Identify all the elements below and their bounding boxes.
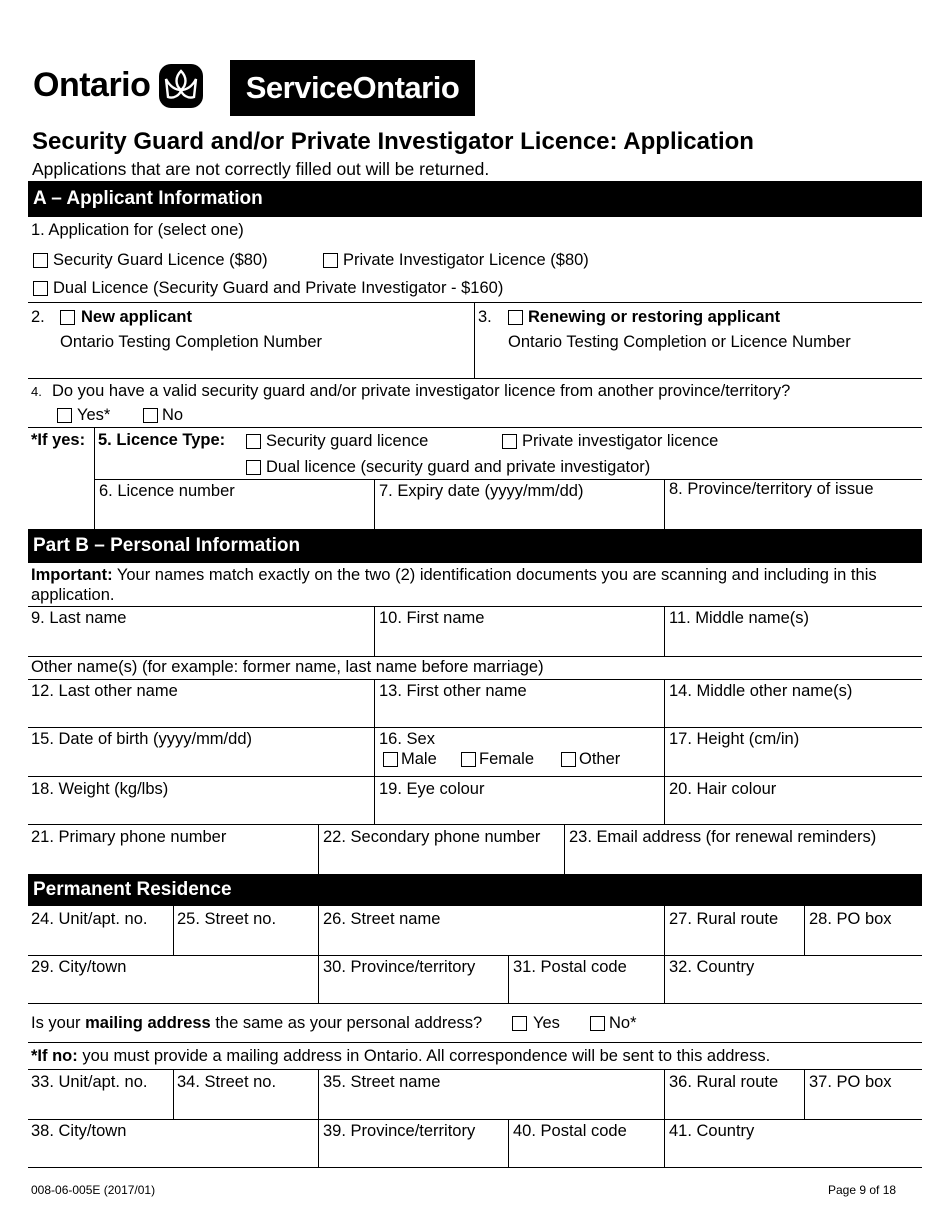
renewal-number-label: Ontario Testing Completion or Licence Number [508, 333, 851, 351]
middle-other-name-label: 14. Middle other name(s) [669, 682, 853, 700]
mail-street-no-label: 34. Street no. [177, 1073, 277, 1091]
primary-phone-label: 21. Primary phone number [31, 828, 227, 846]
postal-code-label: 31. Postal code [513, 958, 627, 976]
new-applicant-number-field[interactable] [60, 354, 470, 376]
weight-label: 18. Weight (kg/lbs) [31, 780, 169, 798]
mailing-no-label: No* [609, 1014, 637, 1032]
eye-colour-label: 19. Eye colour [379, 780, 485, 798]
security-guard-checkbox[interactable] [33, 253, 48, 268]
street-name-label: 26. Street name [323, 910, 441, 928]
divider [28, 606, 922, 607]
province-of-issue-label: 8. Province/territory of issue [669, 480, 874, 498]
divider [28, 727, 922, 728]
secondary-phone-label: 22. Secondary phone number [323, 828, 541, 846]
sex-male-label: Male [401, 750, 437, 768]
province-label: 30. Province/territory [323, 958, 476, 976]
divider [474, 302, 475, 378]
type-dual-label: Dual licence (security guard and private investigator) [266, 458, 651, 476]
divider [28, 302, 922, 303]
divider [28, 824, 922, 825]
other-licence-no-checkbox[interactable] [143, 408, 158, 423]
divider [28, 679, 922, 680]
divider [664, 1069, 665, 1167]
divider [804, 906, 805, 955]
divider [664, 479, 665, 529]
if-no-note [31, 1046, 770, 1066]
divider [508, 1119, 509, 1167]
important-text: Your names match exactly on the two (2) identification documents you are scanning and including in this [112, 566, 877, 584]
mail-country-label: 41. Country [669, 1122, 755, 1140]
country-label: 32. Country [669, 958, 755, 976]
dual-licence-checkbox[interactable] [33, 281, 48, 296]
type-security-guard-label: Security guard licence [266, 432, 429, 450]
other-licence-yes-checkbox[interactable] [57, 408, 72, 423]
sex-male-checkbox[interactable] [383, 752, 398, 767]
form-number: 008-06-005E (2017/01) [31, 1183, 156, 1197]
q4-number: 4. [31, 384, 42, 399]
divider [28, 378, 922, 379]
other-names-label: Other name(s) (for example: former name, last name before marriage) [31, 658, 544, 676]
section-b-header: Part B – Personal Information [28, 529, 922, 563]
mailing-no-checkbox[interactable] [590, 1016, 605, 1031]
new-applicant-label: New applicant [81, 308, 192, 326]
serviceontario-logo: ServiceOntario [230, 60, 475, 116]
q2-number: 2. [31, 308, 45, 326]
new-applicant-checkbox[interactable] [60, 310, 75, 325]
mail-unit-label: 33. Unit/apt. no. [31, 1073, 148, 1091]
mailing-question-pre: Is your [31, 1014, 86, 1032]
mail-province-label: 39. Province/territory [323, 1122, 476, 1140]
divider [318, 824, 319, 874]
if-yes-label: *If yes: [31, 431, 86, 449]
mailing-question [31, 1013, 482, 1033]
divider [28, 1003, 922, 1004]
if-no-label: *If no: [31, 1047, 78, 1065]
important-note-cont: application. [31, 586, 115, 604]
type-dual-checkbox[interactable] [246, 460, 261, 475]
expiry-date-label: 7. Expiry date (yyyy/mm/dd) [379, 482, 584, 500]
licence-number-label: 6. Licence number [99, 482, 235, 500]
page-title: Security Guard and/or Private Investigator Licence: Application [32, 128, 754, 155]
divider [173, 1069, 174, 1119]
testing-number-label: Ontario Testing Completion Number [60, 333, 322, 351]
height-label: 17. Height (cm/in) [669, 730, 800, 748]
city-label: 29. City/town [31, 958, 127, 976]
last-other-name-label: 12. Last other name [31, 682, 178, 700]
sex-other-label: Other [579, 750, 621, 768]
other-licence-no-label: No [162, 406, 184, 424]
mailing-yes-checkbox[interactable] [512, 1016, 527, 1031]
important-label: Important: [31, 566, 113, 584]
mail-city-label: 38. City/town [31, 1122, 127, 1140]
mail-street-name-label: 35. Street name [323, 1073, 441, 1091]
rural-route-label: 27. Rural route [669, 910, 779, 928]
divider [28, 1042, 922, 1043]
mailing-question-bold: mailing address [85, 1014, 211, 1032]
trillium-icon [158, 63, 204, 109]
divider [508, 955, 509, 1003]
last-name-label: 9. Last name [31, 609, 127, 627]
divider [374, 479, 375, 529]
street-no-label: 25. Street no. [177, 910, 277, 928]
divider [94, 427, 95, 529]
page-subtitle: Applications that are not correctly filled out will be returned. [32, 159, 490, 179]
mailing-question-post: the same as your personal address? [210, 1014, 483, 1032]
divider [28, 1069, 922, 1070]
if-no-text: you must provide a mailing address in Ontario. All correspondence will be sent to this address. [77, 1047, 771, 1065]
licence-type-label: 5. Licence Type: [98, 431, 226, 449]
unit-label: 24. Unit/apt. no. [31, 910, 148, 928]
divider [318, 1069, 319, 1167]
private-investigator-checkbox[interactable] [323, 253, 338, 268]
divider [28, 427, 922, 428]
q4-label: Do you have a valid security guard and/or private investigator licence from another province/territory? [52, 382, 791, 400]
hair-colour-label: 20. Hair colour [669, 780, 777, 798]
divider [664, 679, 665, 824]
ontario-logo: Ontario [33, 66, 151, 104]
email-label: 23. Email address (for renewal reminders) [569, 828, 877, 846]
divider [374, 679, 375, 824]
type-private-investigator-label: Private investigator licence [522, 432, 719, 450]
divider [173, 906, 174, 955]
divider [564, 824, 565, 874]
sex-female-checkbox[interactable] [461, 752, 476, 767]
mailing-yes-label: Yes [533, 1014, 560, 1032]
sex-label: 16. Sex [379, 730, 435, 748]
po-box-label: 28. PO box [809, 910, 892, 928]
q1-label: 1. Application for (select one) [31, 221, 244, 239]
private-investigator-label: Private Investigator Licence ($80) [343, 251, 589, 269]
renewing-applicant-label: Renewing or restoring applicant [528, 308, 781, 326]
divider [28, 1119, 922, 1120]
mail-rural-route-label: 36. Rural route [669, 1073, 779, 1091]
residence-header: Permanent Residence [28, 874, 922, 906]
first-other-name-label: 13. First other name [379, 682, 527, 700]
type-security-guard-checkbox[interactable] [246, 434, 261, 449]
divider [664, 606, 665, 656]
divider [28, 955, 922, 956]
divider [374, 606, 375, 656]
middle-name-label: 11. Middle name(s) [669, 609, 810, 627]
divider [28, 1167, 922, 1168]
dual-licence-label: Dual Licence (Security Guard and Private Investigator - $160) [53, 279, 504, 297]
renewing-applicant-checkbox[interactable] [508, 310, 523, 325]
sex-other-checkbox[interactable] [561, 752, 576, 767]
type-private-investigator-checkbox[interactable] [502, 434, 517, 449]
q3-number: 3. [478, 308, 492, 326]
mail-po-box-label: 37. PO box [809, 1073, 892, 1091]
dob-label: 15. Date of birth (yyyy/mm/dd) [31, 730, 252, 748]
other-licence-yes-label: Yes* [77, 406, 111, 424]
renewal-number-field[interactable] [508, 354, 918, 376]
first-name-label: 10. First name [379, 609, 485, 627]
divider [804, 1069, 805, 1119]
important-note [31, 565, 877, 585]
sex-female-label: Female [479, 750, 535, 768]
security-guard-label: Security Guard Licence ($80) [53, 251, 268, 269]
section-a-header: A – Applicant Information [28, 181, 922, 217]
divider [28, 776, 922, 777]
page-number: Page 9 of 18 [828, 1183, 897, 1197]
mail-postal-code-label: 40. Postal code [513, 1122, 627, 1140]
